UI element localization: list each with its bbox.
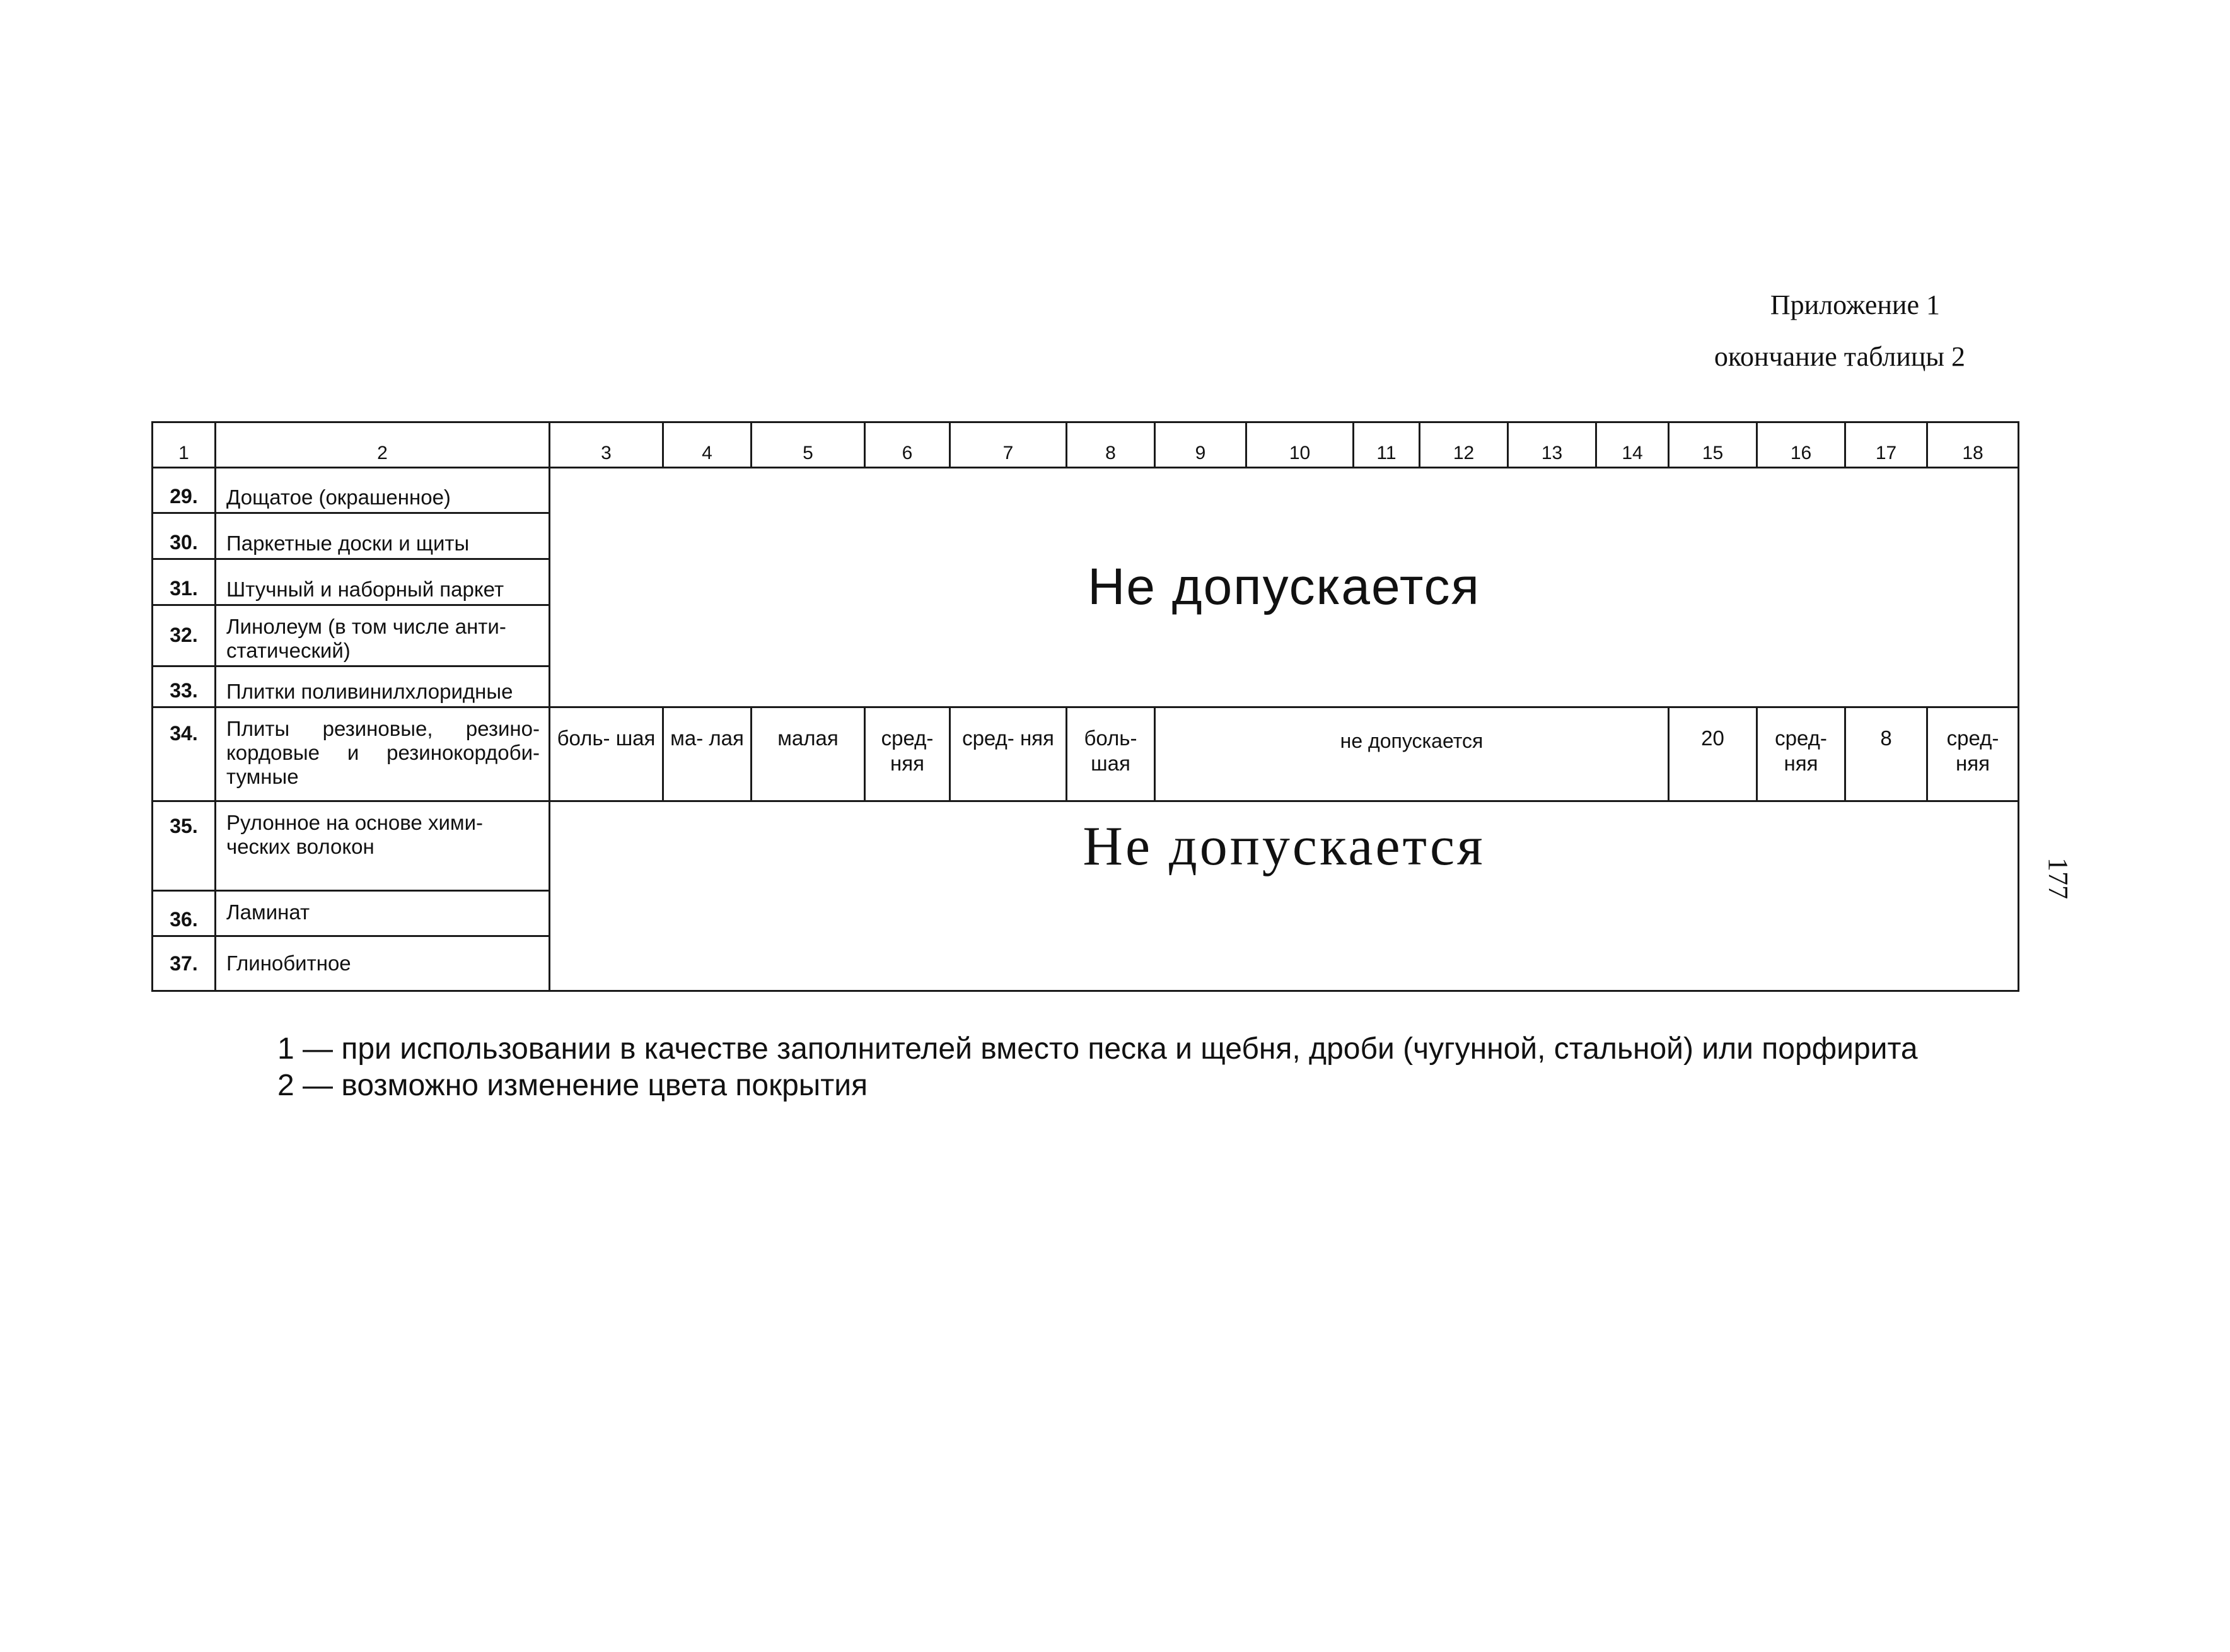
cell-value: ма- лая	[663, 707, 752, 801]
table-row	[153, 467, 2019, 513]
cell-value: 8	[1845, 707, 1927, 801]
column-number: 17	[1845, 422, 1927, 468]
footnote-1: 1 — при использовании в качестве заполнителей вместо песка и щебня, дроби (чугунной, стальной) или порфирита	[277, 1032, 1918, 1066]
table-row	[153, 801, 2019, 890]
column-number: 16	[1757, 422, 1845, 468]
column-number: 6	[865, 422, 950, 468]
column-number: 15	[1669, 422, 1757, 468]
floor-coverings-table	[151, 421, 2019, 992]
row-number: 36.	[153, 890, 216, 936]
cell-value: сред- няя	[865, 707, 950, 801]
not-allowed-merged-cell: Не допускается	[550, 801, 2019, 991]
row-name: Рулонное на основе хими-ческих волокон	[216, 801, 550, 890]
row-name: Плитки поливинилхлоридные	[216, 666, 550, 707]
not-allowed-merged-cell: Не допускается	[550, 467, 2019, 707]
column-number: 5	[752, 422, 865, 468]
footnote-2: 2 — возможно изменение цвета покрытия	[277, 1069, 868, 1102]
row-number: 30.	[153, 513, 216, 559]
not-allowed-cell: не допускается	[1155, 707, 1669, 801]
column-number: 11	[1354, 422, 1420, 468]
cell-value: 20	[1669, 707, 1757, 801]
row-number: 33.	[153, 666, 216, 707]
row-name: Штучный и наборный паркет	[216, 559, 550, 605]
column-number: 3	[550, 422, 663, 468]
cell-value: сред- няя	[1927, 707, 2019, 801]
column-number: 4	[663, 422, 752, 468]
row-name: Паркетные доски и щиты	[216, 513, 550, 559]
column-number: 14	[1596, 422, 1669, 468]
column-number: 10	[1246, 422, 1354, 468]
row-number: 35.	[153, 801, 216, 890]
row-name: Глинобитное	[216, 936, 550, 991]
column-number: 9	[1155, 422, 1246, 468]
appendix-label: Приложение 1	[1770, 289, 1940, 320]
row-name: Дощатое (окрашенное)	[216, 467, 550, 513]
column-number: 13	[1508, 422, 1596, 468]
row-number: 34.	[153, 707, 216, 801]
row-number: 29.	[153, 467, 216, 513]
column-number: 8	[1067, 422, 1155, 468]
row-name: Линолеум (в том числе анти-статический)	[216, 605, 550, 666]
cell-value: сред- няя	[1757, 707, 1845, 801]
column-number: 12	[1420, 422, 1508, 468]
column-number-row	[153, 422, 2019, 468]
cell-value: малая	[752, 707, 865, 801]
page-number: 177	[2043, 858, 2074, 899]
column-number: 18	[1927, 422, 2019, 468]
table-row	[153, 707, 2019, 801]
row-number: 37.	[153, 936, 216, 991]
cell-value: боль- шая	[1067, 707, 1155, 801]
column-number: 1	[153, 422, 216, 468]
row-number: 31.	[153, 559, 216, 605]
row-name: Плиты резиновые, резино-кордовые и резинокордоби-тумные	[216, 707, 550, 801]
cell-value: сред- няя	[950, 707, 1067, 801]
row-name: Ламинат	[216, 890, 550, 936]
table-continuation-label: окончание таблицы 2	[1714, 341, 1965, 372]
cell-value: боль- шая	[550, 707, 663, 801]
column-number: 2	[216, 422, 550, 468]
column-number: 7	[950, 422, 1067, 468]
row-number: 32.	[153, 605, 216, 666]
